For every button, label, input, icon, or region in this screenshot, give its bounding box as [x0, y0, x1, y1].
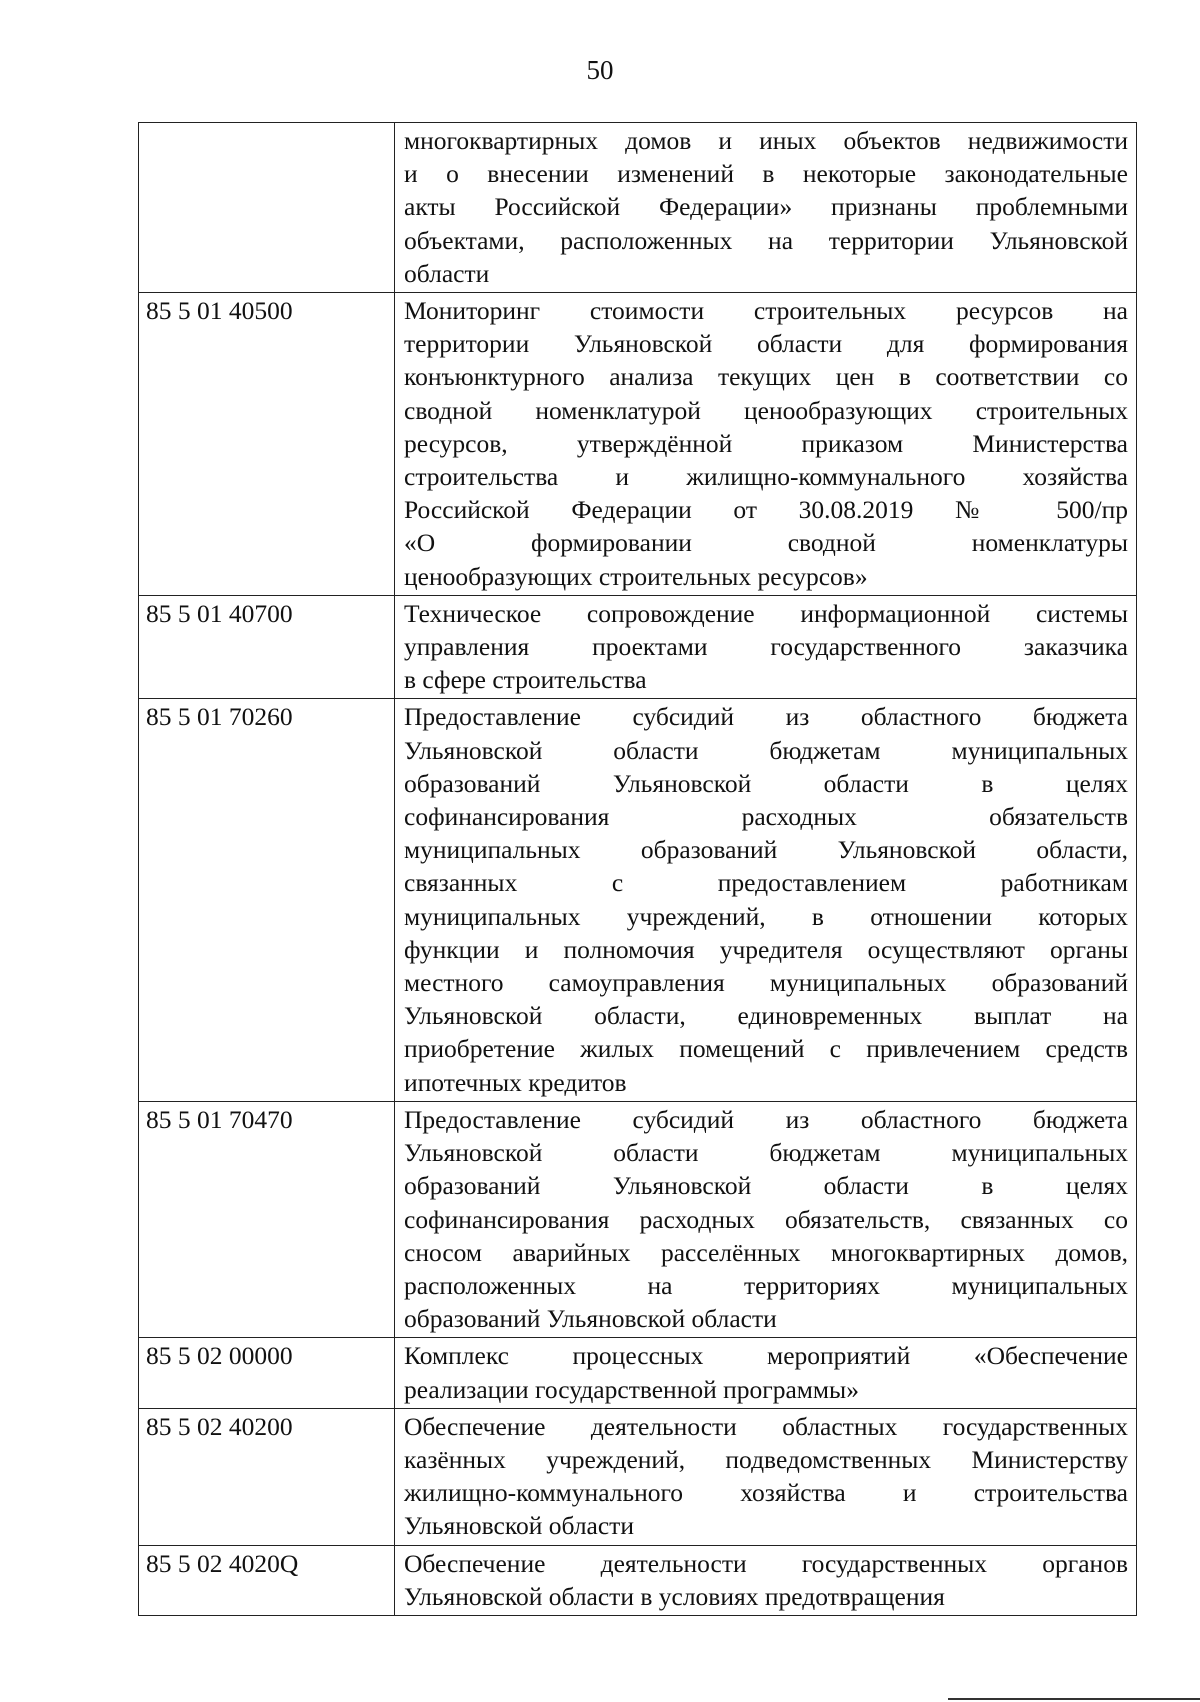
row-description-line: функции и полномочия учредителя осуществляют органы — [404, 934, 1128, 964]
row-description-line: территории Ульяновской области для формирования — [404, 329, 1128, 359]
row-description-line: ценообразующих строительных ресурсов» — [404, 561, 868, 591]
row-description-line: Предоставление субсидий из областного бюджета — [404, 702, 1128, 732]
row-description-line: реализации государственной программы» — [404, 1374, 859, 1404]
row-description-line: образований Ульяновской области в целях — [404, 768, 1128, 798]
row-code-cell — [139, 1101, 395, 1337]
table-row — [139, 123, 1137, 293]
row-description-line: расположенных на территориях муниципальных — [404, 1270, 1128, 1300]
row-description-line: «О формировании сводной номенклатуры — [404, 528, 1128, 558]
table-row — [139, 293, 1137, 596]
row-description-line: Техническое сопровождение информационной системы — [404, 598, 1128, 628]
row-description-line: Ульяновской области, единовременных выплат на — [404, 1001, 1128, 1031]
footer-rule — [948, 1698, 1200, 1700]
row-code-cell — [139, 293, 395, 596]
row-code-cell — [139, 595, 395, 699]
table-row — [139, 1101, 1137, 1337]
table-row — [139, 1545, 1137, 1615]
row-description-line: и о внесении изменений в некоторые законодательные — [404, 159, 1128, 189]
row-description-cell — [395, 1545, 1137, 1615]
row-code: 85 5 02 4020Q — [146, 1548, 299, 1578]
table-body — [139, 123, 1137, 1616]
budget-classification-table — [138, 122, 1137, 1616]
row-description-line: в сфере строительства — [404, 665, 647, 695]
row-description-line: местного самоуправления муниципальных образований — [404, 968, 1128, 998]
row-description-line: приобретение жилых помещений с привлечением средств — [404, 1034, 1128, 1064]
row-description-line: конъюнктурного анализа текущих цен в соответствии со — [404, 362, 1128, 392]
page-number: 50 — [586, 55, 614, 85]
row-description-line: муниципальных образований Ульяновской области, — [404, 835, 1128, 865]
table-row — [139, 1338, 1137, 1408]
row-description-line: образований Ульяновской области — [404, 1304, 777, 1334]
row-description-line: сводной номенклатурой ценообразующих строительных — [404, 395, 1128, 425]
row-description-line: жилищно-коммунального хозяйства и строительства — [404, 1478, 1128, 1508]
row-description-line: Обеспечение деятельности областных государственных — [404, 1411, 1128, 1441]
row-code: 85 5 02 00000 — [146, 1341, 293, 1371]
row-code-cell — [139, 1545, 395, 1615]
row-description-cell — [395, 1408, 1137, 1545]
row-code: 85 5 01 70470 — [146, 1104, 293, 1134]
row-code-cell — [139, 699, 395, 1101]
row-code-cell — [139, 1338, 395, 1408]
row-description-line: ресурсов, утверждённой приказом Министерства — [404, 428, 1128, 458]
row-description-line: сносом аварийных расселённых многоквартирных домов, — [404, 1237, 1128, 1267]
row-description-line: строительства и жилищно-коммунального хозяйства — [404, 462, 1128, 492]
row-description-line: Комплекс процессных мероприятий «Обеспечение — [404, 1341, 1128, 1371]
row-description-line: ипотечных кредитов — [404, 1067, 627, 1097]
row-description-line: Обеспечение деятельности государственных органов — [404, 1548, 1128, 1578]
row-description-line: объектами, расположенных на территории Ульяновской — [404, 225, 1128, 255]
row-code: 85 5 02 40200 — [146, 1411, 293, 1441]
row-description-line: связанных с предоставлением работникам — [404, 868, 1128, 898]
table-row — [139, 595, 1137, 699]
row-description-cell — [395, 1338, 1137, 1408]
row-description-line: Ульяновской области бюджетам муниципальных — [404, 1138, 1128, 1168]
row-code: 85 5 01 40500 — [146, 296, 293, 326]
row-description-line: софинансирования расходных обязательств, связанных со — [404, 1204, 1128, 1234]
row-code: 85 5 01 40700 — [146, 598, 293, 628]
row-description-line: софинансирования расходных обязательств — [404, 802, 1128, 832]
row-description-line: Ульяновской области — [404, 1511, 634, 1541]
row-description-cell — [395, 699, 1137, 1101]
row-description-line: Ульяновской области бюджетам муниципальных — [404, 735, 1128, 765]
row-description-line: Предоставление субсидий из областного бюджета — [404, 1104, 1128, 1134]
row-code-cell — [139, 123, 395, 293]
row-description-line: многоквартирных домов и иных объектов недвижимости — [404, 126, 1128, 155]
row-description-cell — [395, 293, 1137, 596]
row-description-cell — [395, 123, 1137, 293]
row-description-line: Мониторинг стоимости строительных ресурсов на — [404, 296, 1128, 326]
row-description-cell — [395, 1101, 1137, 1337]
table-row — [139, 699, 1137, 1101]
row-description-line: области — [404, 258, 490, 288]
row-description-line: Ульяновской области в условиях предотвращения — [404, 1581, 945, 1611]
row-description-line: казённых учреждений, подведомственных Министерству — [404, 1444, 1128, 1474]
row-code-cell — [139, 1408, 395, 1545]
row-description-line: Российской Федерации от 30.08.2019 № 500/пр — [404, 495, 1128, 525]
table-row — [139, 1408, 1137, 1545]
row-code: 85 5 01 70260 — [146, 702, 293, 732]
row-description-line: образований Ульяновской области в целях — [404, 1171, 1128, 1201]
row-description-cell — [395, 595, 1137, 699]
row-description-line: муниципальных учреждений, в отношении которых — [404, 901, 1128, 931]
row-description-line: управления проектами государственного заказчика — [404, 632, 1128, 662]
row-description-line: акты Российской Федерации» признаны проблемными — [404, 192, 1128, 222]
